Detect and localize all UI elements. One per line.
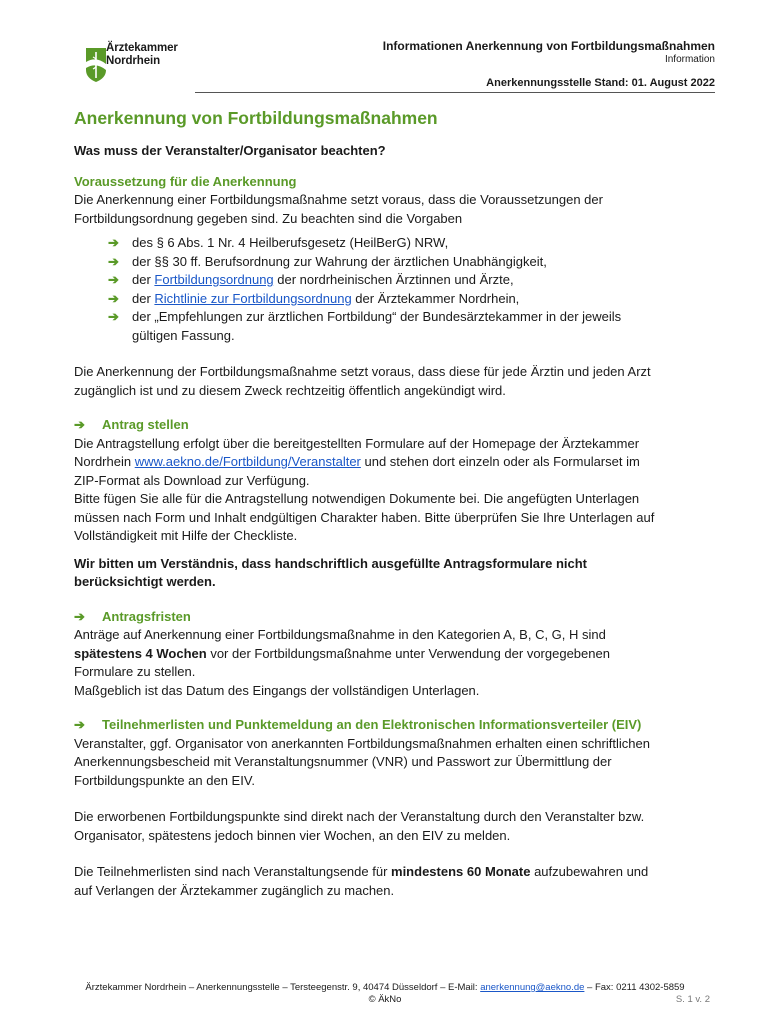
section-heading-antragsfristen <box>74 608 716 627</box>
shield-logo-icon <box>86 48 106 82</box>
text-line: müssen nach Form und Inhalt endgültigen Charakter haben. Bitte überprüfen Sie Ihre Unterlagen auf <box>74 509 655 525</box>
text-line: berücksichtigt werden. <box>74 574 216 589</box>
header-stand: Anerkennungsstelle Stand: 01. August 2022 <box>486 77 715 89</box>
footer-copyright: © ÄkNo <box>368 994 402 1005</box>
text-line: Organisator, spätestens jedoch binnen vier Wochen, an den EIV zu melden. <box>74 827 511 843</box>
arrow-right-icon: ➔ <box>108 290 119 306</box>
text-line <box>74 863 716 882</box>
notice-bold <box>74 555 716 592</box>
paragraph <box>74 808 716 845</box>
section-heading-teilnehmerlisten <box>74 716 716 735</box>
header-divider <box>195 92 715 93</box>
arrow-right-icon: ➔ <box>74 417 85 432</box>
arrow-right-icon: ➔ <box>108 253 119 269</box>
text-line <box>74 453 716 472</box>
list-item-text: der Ärztekammer Nordrhein, <box>351 290 520 306</box>
section-heading-text: Teilnehmerlisten und Punktemeldung an den Elektronischen Informationsverteiler (EIV) <box>102 717 642 732</box>
header-title: Informationen Anerkennung von Fortbildungsmaßnahmen <box>382 39 715 53</box>
logo <box>86 40 196 90</box>
text-line: Maßgeblich ist das Datum des Eingangs der vollständigen Unterlagen. <box>74 682 480 698</box>
requirements-list <box>74 234 716 345</box>
page-title: Anerkennung von Fortbildungsmaßnahmen <box>74 108 438 128</box>
text-line: Anträge auf Anerkennung einer Fortbildungsmaßnahme in den Kategorien A, B, C, G, H sind <box>74 627 606 642</box>
list-item-text: gültigen Fassung. <box>132 327 235 343</box>
section-heading-voraussetzung: Voraussetzung für die Anerkennung <box>74 173 297 189</box>
text-line: auf Verlangen der Ärztekammer zugänglich zu machen. <box>74 882 395 898</box>
text-span: Die Teilnehmerlisten sind nach Veranstaltungsende für <box>74 864 392 879</box>
list-item <box>108 253 716 272</box>
section-heading-text: Antragsfristen <box>102 608 191 624</box>
paragraph <box>74 626 716 700</box>
document-body <box>74 106 716 900</box>
list-item <box>108 234 716 253</box>
arrow-right-icon: ➔ <box>74 608 85 624</box>
text-line: Formulare zu stellen. <box>74 664 196 679</box>
text-line <box>74 645 716 664</box>
text-line: Vollständigkeit mit Hilfe der Checkliste. <box>74 528 298 543</box>
arrow-right-icon: ➔ <box>108 309 119 324</box>
list-item-text: der §§ 30 ff. Berufsordnung zur Wahrung der ärztlichen Unabhängigkeit, <box>132 253 547 269</box>
section-heading-text: Antrag stellen <box>102 417 189 432</box>
list-item-text: der nordrheinischen Ärztinnen und Ärzte, <box>273 272 514 287</box>
text-line: Die Antragstellung erfolgt über die bereitgestellten Formulare auf der Homepage der Ärztekammer <box>74 435 640 451</box>
richtlinie-link[interactable]: Richtlinie zur Fortbildungsordnung <box>154 290 352 306</box>
list-item-text: der <box>132 290 155 306</box>
list-item <box>108 290 716 309</box>
text-line: Fortbildungsordnung gegeben sind. Zu beachten sind die Vorgaben <box>74 210 463 226</box>
text-line: Bitte fügen Sie alle für die Antragstellung notwendigen Dokumente bei. Die angefügten Unterlagen <box>74 491 640 506</box>
logo-text-line2: Nordrhein <box>106 55 161 67</box>
arrow-right-icon: ➔ <box>74 717 85 732</box>
text-line: Anerkennungsbescheid mit Veranstaltungsnummer (VNR) und Passwort zur Übermittlung der <box>74 754 612 769</box>
section-heading-antrag <box>74 416 716 435</box>
list-item <box>108 271 716 290</box>
paragraph <box>74 363 716 400</box>
footer-email-link[interactable]: anerkennung@aekno.de <box>480 982 585 993</box>
fortbildungsordnung-link[interactable]: Fortbildungsordnung <box>154 272 274 287</box>
text-line: Die Anerkennung einer Fortbildungsmaßnahme setzt voraus, dass die Voraussetzungen der <box>74 192 603 207</box>
footer-line1 <box>0 982 770 994</box>
text-line: Fortbildungspunkte an den EIV. <box>74 772 255 788</box>
text-span: und stehen dort einzeln oder als Formularset im <box>360 454 640 469</box>
header-subtitle: Information <box>664 54 715 65</box>
logo-text-line1: Ärztekammer <box>106 42 178 54</box>
paragraph <box>74 863 716 900</box>
aekno-veranstalter-link[interactable]: www.aekno.de/Fortbildung/Veranstalter <box>134 454 361 469</box>
footer <box>0 982 770 1006</box>
text-line: zugänglich ist und zu diesem Zweck rechtzeitig öffentlich angekündigt wird. <box>74 382 506 398</box>
text-line: Wir bitten um Verständnis, dass handschriftlich ausgefüllte Antragsformulare nicht <box>74 555 587 571</box>
arrow-right-icon: ➔ <box>108 235 119 250</box>
paragraph <box>74 191 716 228</box>
text-line: Veranstalter, ggf. Organisator von anerkannten Fortbildungsmaßnahmen erhalten einen schriftlichen <box>74 735 650 751</box>
footer-text: Ärztekammer Nordrhein – Anerkennungsstelle – Tersteegenstr. 9, 40474 Düsseldorf – E-Mail: <box>85 982 481 993</box>
list-item <box>108 308 716 345</box>
text-line: ZIP-Format als Download zur Verfügung. <box>74 472 310 488</box>
page-number: S. 1 v. 2 <box>675 994 710 1005</box>
header <box>383 39 715 66</box>
retention-bold: mindestens 60 Monate <box>391 864 531 879</box>
deadline-bold: spätestens 4 Wochen <box>74 645 207 661</box>
text-span: vor der Fortbildungsmaßnahme unter Verwendung der vorgegebenen <box>206 645 610 661</box>
list-item-text: der <box>132 272 155 287</box>
text-span: aufzubewahren und <box>530 864 649 879</box>
text-span: Nordrhein <box>74 454 135 469</box>
paragraph <box>74 735 716 791</box>
text-line: Die Anerkennung der Fortbildungsmaßnahme setzt voraus, dass diese für jede Ärztin und jeden Arzt <box>74 364 651 379</box>
arrow-right-icon: ➔ <box>108 272 119 287</box>
footer-text: – Fax: 0211 4302-5859 <box>584 982 685 993</box>
question-heading: Was muss der Veranstalter/Organisator beachten? <box>74 143 386 158</box>
list-item-text: der „Empfehlungen zur ärztlichen Fortbildung“ der Bundesärztekammer in der jeweils <box>132 309 622 324</box>
list-item-text: des § 6 Abs. 1 Nr. 4 Heilberufsgesetz (HeilBerG) NRW, <box>132 235 449 250</box>
paragraph <box>74 435 716 546</box>
text-line: Die erworbenen Fortbildungspunkte sind direkt nach der Veranstaltung durch den Veranstalter bzw. <box>74 809 645 824</box>
